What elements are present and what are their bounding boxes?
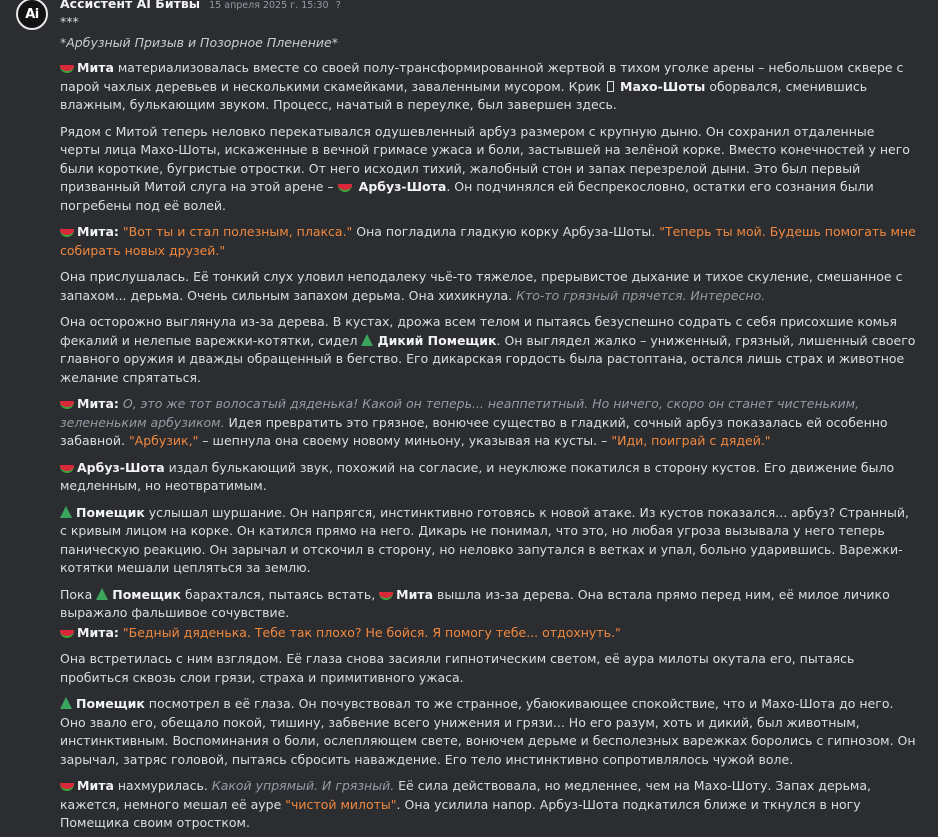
story-paragraph	[60, 624, 918, 643]
paragraph-text: вышла из-за дерева. Она встала прямо перед ним, её милое личико выражало фальшивое сочувствие.	[60, 586, 890, 620]
story-paragraph	[60, 650, 918, 687]
character-name: Мита	[77, 778, 114, 793]
author-name[interactable]: Ассистент AI Битвы	[60, 0, 201, 11]
dialogue-quote: "чистой милоты"	[285, 796, 397, 812]
speaker-name: Мита:	[77, 624, 119, 640]
paragraph-text: оборвался, сменившись влажным, булькающим звуком. Процесс, начатый в переулке, был завершен здесь.	[60, 78, 868, 112]
story-paragraph	[60, 223, 918, 260]
character-name: Махо-Шоты	[620, 78, 706, 94]
paragraph-text: Она погладила гладкую корку Арбуза-Шоты.	[352, 224, 660, 239]
dialogue-quote: "Бедный дяденька. Тебе так плохо? Не бойся. Я помогу тебе... отдохнуть."	[122, 624, 621, 640]
paragraph-text: . Он подчинялся ей беспрекословно, остатки его сознания были погребены под её волей.	[60, 179, 874, 213]
character-name: Дикий Помещик	[377, 332, 497, 348]
message-header	[60, 0, 918, 12]
help-icon[interactable]: ?	[335, 0, 341, 11]
story-paragraph	[60, 777, 918, 833]
avatar[interactable]	[16, 0, 48, 30]
paragraph-text: Идея превратить это грязное, вонючее существо в гладкий, сочный арбуз показалась ей особенно забавной.	[60, 414, 888, 448]
thought-text: Какой упрямый. И грязный.	[211, 778, 395, 793]
paragraph-text: материализовалась вместе со своей полу-трансформированной жертвой в тихом уголке арены – небольшом сквере с парой чахлых деревьев и несколькими скамейками, заваленными мусором. Крик	[60, 60, 904, 94]
story-paragraph	[60, 586, 918, 623]
paragraph-text: – шепнула она своему новому миньону, указывая на кусты. –	[198, 433, 612, 448]
watermelon-icon	[60, 465, 74, 473]
story-subtitle: *Арбузный Призыв и Позорное Пленение*	[60, 35, 338, 50]
paragraph-text: посмотрел в её глаза. Он почувствовал то же странное, убаюкивающее спокойствие, что и Махо-Шота до него. Оно звало его, обещало покой, тишину, забвение всего унижения и грязи... Но его разум, хоть и дикий, был животным, инстинктивным. Воспоминания о боли, ослепляющем свете, вонючем дерьме и бесполезных варежках боролись с гипнозом. Он зарычал, затряс головой, пытаясь сбросить наваждение. Его тело инстинктивно сопротивлялось чужой воле.	[60, 696, 916, 767]
character-name: Помещик	[76, 504, 145, 520]
dialogue-quote: "Теперь ты мой. Будешь помогать мне собирать новых друзей."	[60, 224, 916, 258]
evergreen-tree-icon	[96, 588, 108, 600]
character-name: Мита	[396, 586, 434, 602]
story-paragraph	[60, 459, 918, 496]
character-name: Помещик	[76, 696, 145, 711]
character-name: Арбуз-Шота	[77, 459, 165, 475]
paragraph-text: Её сила действовала, но медленнее, чем на Махо-Шоту. Запах дерьма, кажется, немного мешал её ауре	[60, 778, 872, 812]
separator-text: ***	[60, 14, 79, 29]
story-paragraph	[60, 123, 918, 216]
thought-text: Кто-то грязный прячется. Интересно.	[516, 287, 766, 303]
watermelon-icon	[60, 65, 74, 73]
dialogue-quote: "Вот ты и стал полезным, плакса."	[122, 224, 353, 239]
evergreen-tree-icon	[60, 697, 72, 709]
story-paragraph	[60, 504, 918, 578]
speaker-name: Мита:	[77, 224, 119, 239]
paragraph-text: нахмурилась.	[113, 778, 212, 793]
paragraph-text: услышал шуршание. Он напрягся, инстинктивно готовясь к новой атаке. Из кустов показался... арбуз? Странный, с кривым лицом на корке. Он катился прямо на него. Дикарь не понимал, что это, но любая угроза вызывала у него теперь паническую реакцию. Он зарычал и отскочил в сторону, но неловко запутался в ветках и упал, больно ударившись. Варежки-котятки мешали цепляться за землю.	[60, 504, 910, 575]
watermelon-icon	[338, 184, 352, 192]
story-paragraph	[60, 313, 918, 387]
message-timestamp[interactable]: 15 апреля 2025 г. 15:30	[209, 0, 329, 11]
story-paragraph	[60, 268, 918, 305]
paragraph-text: барахтался, пытаясь встать,	[181, 586, 380, 602]
story-paragraph	[60, 695, 918, 769]
evergreen-tree-icon	[361, 334, 373, 346]
speaker-name: Мита:	[77, 396, 119, 411]
dialogue-quote: "Иди, поиграй с дядей."	[611, 433, 771, 448]
story-paragraph	[60, 59, 918, 115]
paragraph-text: Она осторожно выглянула из-за дерева. В кустах, дрожа всем телом и пытаясь безуспешно содрать с себя присохшие комья фекалий и нелепые варежки-котятки, сидел	[60, 314, 897, 348]
thought-text: О, это же тот волосатый дяденька! Какой он теперь... неаппетитный. Но ничего, скоро он станет чистеньким, зелененьким арбузиком.	[60, 396, 860, 430]
paragraph-text: Она встретилась с ним взглядом. Её глаза снова засияли гипнотическим светом, её аура милоты окутала его, пытаясь пробиться сквозь слои грязи, страха и примитивного ужаса.	[60, 651, 855, 685]
watermelon-icon	[379, 592, 393, 600]
paragraph-text: Пока	[60, 586, 97, 602]
character-name: Арбуз-Шота	[358, 179, 447, 194]
watermelon-icon	[60, 630, 74, 638]
watermelon-icon	[60, 401, 74, 409]
dialogue-quote: "Арбузик,"	[128, 433, 199, 448]
unknown-glyph-icon	[607, 81, 614, 92]
character-name: Мита	[77, 60, 114, 75]
watermelon-icon	[60, 229, 74, 237]
paragraph-text: Она прислушалась. Её тонкий слух уловил неподалеку чьё-то тяжелое, прерывистое дыхание и тихое скуление, смешанное с запахом... дерьма. Очень сильным запахом дерьма. Она хихикнула.	[60, 269, 903, 303]
paragraph-text: . Она усилила напор. Арбуз-Шота подкатился ближе и ткнулся в ногу Помещика своим отростком.	[60, 796, 861, 830]
character-name: Помещик	[112, 586, 182, 602]
evergreen-tree-icon	[60, 506, 72, 518]
paragraph-text: издал булькающий звук, похожий на согласие, и неуклюже покатился в сторону кустов. Его движение было медленным, но неотвратимым.	[60, 459, 895, 493]
avatar-logo-text: Ai	[25, 6, 39, 22]
story-paragraph	[60, 395, 918, 451]
paragraph-text: . Он выглядел жалко – униженный, грязный, лишенный своего главного оружия и дважды обращенный в бегство. Его дикарская гордость была растоптана, остался лишь страх и животное желание спрятаться.	[60, 332, 916, 385]
paragraph-text: Рядом с Митой теперь неловко перекатывался одушевленный арбуз размером с крупную дыню. Он сохранил отдаленные черты лица Махо-Шоты, искаженные в вечной гримасе ужаса и боли, застывшей на зелёной корке. Вместо конечностей у него были короткие, бугристые отростки. От него исходил тихий, жалобный стон и запах перезрелой дыни. Это был первый призванный Митой слуга на этой арене –	[60, 123, 910, 194]
watermelon-icon	[60, 783, 74, 791]
